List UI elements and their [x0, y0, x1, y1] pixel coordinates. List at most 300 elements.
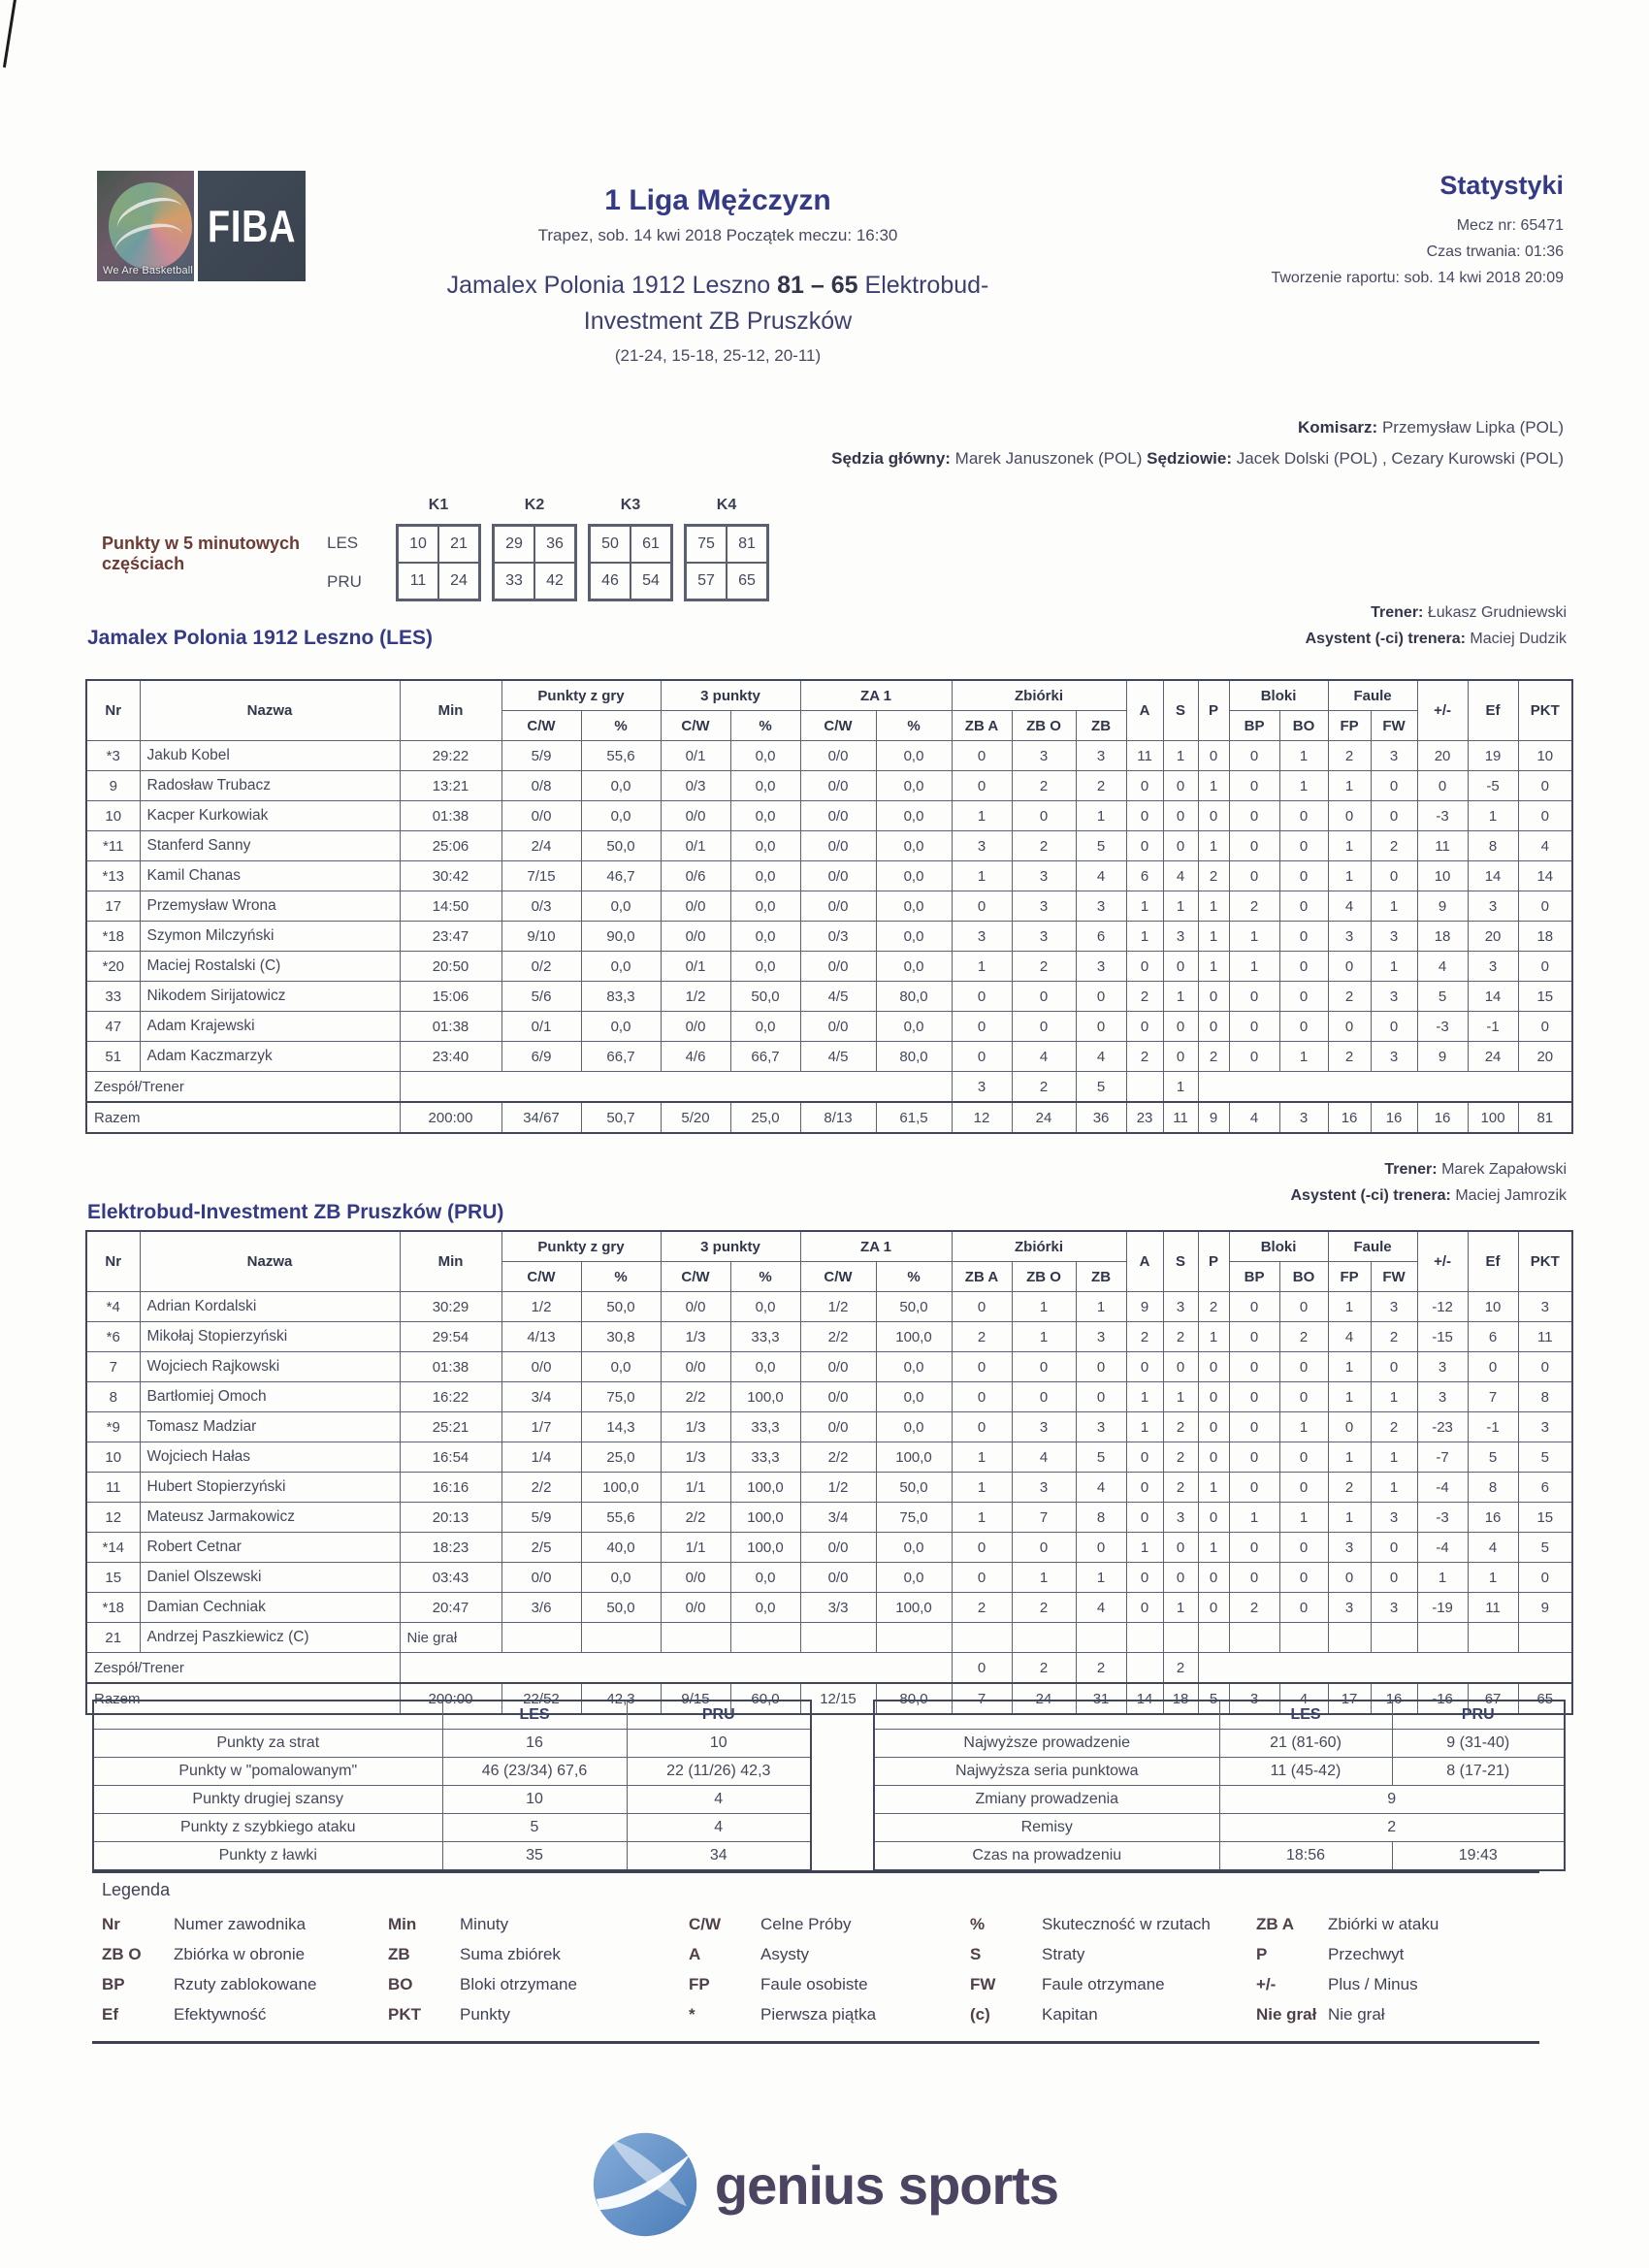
score-cell: 42: [534, 563, 575, 599]
pru-coach-block: [1290, 1156, 1567, 1209]
leads-summary-table: [873, 1700, 1566, 1871]
cell: 0: [1012, 1382, 1076, 1412]
cell: 0: [1012, 1533, 1076, 1563]
cell: 0: [1518, 801, 1572, 831]
legend-definition: Efektywność: [174, 2005, 267, 2024]
cell: -1: [1468, 1412, 1518, 1442]
col-group-fouls: Faule: [1328, 680, 1417, 711]
cell: 0,0: [876, 1563, 952, 1593]
cell: 0: [1163, 952, 1198, 982]
cell: 9: [1219, 1786, 1565, 1814]
cell: 1: [1198, 1473, 1229, 1503]
col-group-rebounds: Zbiórki: [952, 1231, 1126, 1262]
cell: 20:13: [400, 1503, 501, 1533]
cell: 14: [1518, 861, 1572, 891]
cell: 1: [1371, 1382, 1417, 1412]
cell: 0: [1126, 1473, 1163, 1503]
cell: 100,0: [730, 1533, 800, 1563]
cell: 0: [1371, 771, 1417, 801]
cell: 25:06: [400, 831, 501, 861]
cell: 0: [1012, 1352, 1076, 1382]
coach-name: Marek Zapałowski: [1441, 1161, 1567, 1178]
legend-item: [970, 1975, 1256, 2005]
cell: 0: [1126, 1593, 1163, 1623]
legend-item: [689, 1915, 970, 1945]
cell: 15: [1518, 982, 1572, 1012]
legend-definition: Celne Próby: [760, 1915, 852, 1933]
cell: 0: [1229, 1473, 1279, 1503]
cell: 0: [952, 1563, 1012, 1593]
les-column-header: LES: [1219, 1701, 1392, 1730]
commissioner-name: Przemysław Lipka (POL): [1381, 418, 1564, 437]
player-row: [86, 1593, 1572, 1623]
legend-title: Legenda: [102, 1880, 171, 1899]
cell: 0,0: [581, 771, 661, 801]
cell: 1/2: [661, 982, 730, 1012]
cell: 3: [1012, 1412, 1076, 1442]
col-header-cw: C/W: [661, 711, 730, 741]
stats-title: Statystyki: [1439, 171, 1564, 200]
cell: Adam Krajewski: [140, 1012, 400, 1042]
legend-definition: Rzuty zablokowane: [174, 1975, 317, 1993]
cell: 67: [1468, 1683, 1518, 1714]
cell: 4: [1076, 1042, 1126, 1072]
cell: 10: [442, 1786, 627, 1814]
assistant-label: Asystent (-ci) trenera:: [1290, 1187, 1451, 1204]
match-line: [359, 268, 1077, 340]
cell: 3/3: [800, 1593, 876, 1623]
cell: 0: [1371, 1533, 1417, 1563]
cell: 0/0: [800, 771, 876, 801]
cell: 0/1: [501, 1012, 581, 1042]
legend-item: [388, 1945, 689, 1975]
cell: 0: [1279, 982, 1328, 1012]
cell: 0: [1126, 1503, 1163, 1533]
col-header-points: PKT: [1518, 1231, 1572, 1292]
globe-icon: [109, 182, 192, 270]
cell: 0: [1229, 1382, 1279, 1412]
cell: Kacper Kurkowiak: [140, 801, 400, 831]
cell: 4: [1417, 952, 1468, 982]
cell: 16: [1417, 1102, 1468, 1133]
legend-definition: Asysty: [760, 1945, 810, 1963]
cell: 2: [1076, 771, 1126, 801]
cell: *18: [86, 1593, 140, 1623]
legend-term: Ef: [102, 2005, 118, 2024]
player-row: [86, 861, 1572, 891]
cell: 0: [1371, 1563, 1417, 1593]
summary-row: [93, 1842, 811, 1871]
cell: 25,0: [730, 1102, 800, 1133]
cell: 0: [1163, 831, 1198, 861]
assistant-name: Maciej Dudzik: [1470, 631, 1567, 647]
stats-table-header: [86, 680, 1572, 741]
player-row: [86, 771, 1572, 801]
cell: 0: [1198, 1352, 1229, 1382]
cell: 01:38: [400, 801, 501, 831]
cell: 5: [442, 1814, 627, 1842]
col-header-fw: FW: [1371, 711, 1417, 741]
cell: 5: [1076, 1442, 1126, 1473]
quarter-score-grid: [396, 524, 481, 601]
legend-item: [388, 1975, 689, 2005]
col-header-turnovers: S: [1163, 680, 1198, 741]
cell: [1126, 1623, 1163, 1653]
cell: 1: [1371, 952, 1417, 982]
cell: 1: [1328, 771, 1371, 801]
cell: 0: [1126, 1442, 1163, 1473]
cell: 11 (45-42): [1219, 1758, 1392, 1786]
cell: 30:29: [400, 1292, 501, 1322]
period-team-les: LES: [327, 534, 359, 552]
cell: 0: [1468, 1352, 1518, 1382]
player-row: [86, 922, 1572, 952]
cell: 16: [1371, 1683, 1417, 1714]
legend-definition: Plus / Minus: [1328, 1975, 1418, 1993]
cell: 50,0: [730, 982, 800, 1012]
team-row: [86, 1653, 1572, 1684]
legend-definition: Skuteczność w rzutach: [1042, 1915, 1211, 1933]
legend-definition: Nie grał: [1328, 2005, 1385, 2024]
legend-term: BP: [102, 1975, 125, 1993]
cell: [1328, 1623, 1371, 1653]
cell: 0: [952, 1042, 1012, 1072]
cell: 0: [1229, 1292, 1279, 1322]
legend-term: %: [970, 1915, 986, 1933]
cell: 22/52: [501, 1683, 581, 1714]
pru-stats-table: [85, 1230, 1573, 1715]
cell: 5: [1076, 1072, 1126, 1103]
col-header-nr: Nr: [86, 680, 140, 741]
cell: 2: [1126, 982, 1163, 1012]
cell: Tomasz Madziar: [140, 1412, 400, 1442]
cell: [1163, 1623, 1198, 1653]
cell: *18: [86, 922, 140, 952]
legend-term: C/W: [689, 1915, 722, 1933]
score-cell: 81: [727, 526, 767, 563]
cell: 0: [952, 891, 1012, 922]
cell: 3: [1468, 891, 1518, 922]
legend-item: [970, 1945, 1256, 1975]
cell: 0/0: [501, 801, 581, 831]
cell: 4: [1012, 1042, 1076, 1072]
col-header-cw: C/W: [501, 711, 581, 741]
cell: 0/6: [661, 861, 730, 891]
cell: 0: [1371, 1352, 1417, 1382]
cell: *20: [86, 952, 140, 982]
period-team-labels: [327, 497, 385, 601]
cell: 0: [1229, 801, 1279, 831]
cell: 0/0: [501, 1352, 581, 1382]
legend-item: [1256, 2005, 1537, 2035]
cell: 0: [1163, 771, 1198, 801]
cell: 16:16: [400, 1473, 501, 1503]
cell: 66,7: [730, 1042, 800, 1072]
umpires-label: Sędziowie:: [1147, 449, 1233, 468]
col-header-zba: ZB A: [952, 1262, 1012, 1292]
cell: 0/1: [661, 741, 730, 771]
cell: 2/2: [661, 1382, 730, 1412]
cell: [661, 1623, 730, 1653]
cell: 9: [86, 771, 140, 801]
cell: 3: [1076, 1322, 1126, 1352]
cell: 14: [1468, 861, 1518, 891]
cell: 21 (81-60): [1219, 1730, 1392, 1758]
player-row: [86, 1623, 1572, 1653]
cell: [730, 1623, 800, 1653]
cell: 1/7: [501, 1412, 581, 1442]
cell: 80,0: [876, 1683, 952, 1714]
cell: 3: [1328, 1593, 1371, 1623]
cell: 2: [1163, 1412, 1198, 1442]
cell: 5: [1468, 1442, 1518, 1473]
score-cell: 11: [398, 563, 438, 599]
legend-item: [102, 1915, 388, 1945]
cell: Mikołaj Stopierzyński: [140, 1322, 400, 1352]
col-header-bo: BO: [1279, 1262, 1328, 1292]
cell: 3: [1468, 952, 1518, 982]
score-cell: 21: [438, 526, 479, 563]
cell: [1371, 1623, 1417, 1653]
cell: 0/3: [661, 771, 730, 801]
cell: 1: [1076, 1563, 1126, 1593]
assistant-name: Maciej Jamrozik: [1455, 1187, 1567, 1204]
cell: 14:50: [400, 891, 501, 922]
cell: 4/6: [661, 1042, 730, 1072]
cell: 0/0: [800, 1412, 876, 1442]
les-assistant-line: [1306, 626, 1567, 652]
cell: 5: [1518, 1442, 1572, 1473]
cell: Jakub Kobel: [140, 741, 400, 771]
cell: 0,0: [730, 1563, 800, 1593]
cell: 50,0: [876, 1473, 952, 1503]
player-row: [86, 741, 1572, 771]
cell: Zespół/Trener: [86, 1653, 400, 1684]
cell: [1518, 1623, 1572, 1653]
footer-brand: [0, 2130, 1649, 2239]
cell: Hubert Stopierzyński: [140, 1473, 400, 1503]
cell: 9: [1417, 891, 1468, 922]
summary-row: [874, 1842, 1565, 1871]
cell: 0: [1328, 1412, 1371, 1442]
cell: 1/2: [800, 1473, 876, 1503]
cell: 25,0: [581, 1442, 661, 1473]
cell: 0,0: [581, 952, 661, 982]
col-group-rebounds: Zbiórki: [952, 680, 1126, 711]
empty-header: [93, 1701, 442, 1730]
referees-line: [831, 443, 1564, 474]
cell: 4/13: [501, 1322, 581, 1352]
cell: 1: [1279, 1503, 1328, 1533]
cell: 0: [952, 1352, 1012, 1382]
cell: 7: [952, 1683, 1012, 1714]
cell: [1279, 1623, 1328, 1653]
cell: 0: [1012, 801, 1076, 831]
cell: 3: [1012, 891, 1076, 922]
cell: 0/0: [661, 1012, 730, 1042]
cell: 50,0: [581, 831, 661, 861]
cell: Damian Cechniak: [140, 1593, 400, 1623]
cell: 0: [952, 1653, 1012, 1684]
col-header-min: Min: [400, 1231, 501, 1292]
col-header-pct: %: [581, 711, 661, 741]
cell: 0,0: [876, 861, 952, 891]
cell: 2: [1279, 1322, 1328, 1352]
cell: 1/3: [661, 1412, 730, 1442]
score-cell: 10: [398, 526, 438, 563]
player-row: [86, 1442, 1572, 1473]
cell: 1: [952, 952, 1012, 982]
quarter-header: K3: [620, 497, 641, 513]
cell: 0: [1518, 891, 1572, 922]
cell: [501, 1623, 581, 1653]
cell: 2: [1198, 1042, 1229, 1072]
cell: 0,0: [876, 831, 952, 861]
legend-term: BO: [388, 1975, 413, 1993]
col-header-bp: BP: [1229, 1262, 1279, 1292]
cell: 0,0: [876, 741, 952, 771]
legend-item: [1256, 1945, 1537, 1975]
legend-term: FP: [689, 1975, 710, 1993]
cell: 11: [1518, 1322, 1572, 1352]
cell: 1: [1328, 831, 1371, 861]
cell: 34/67: [501, 1102, 581, 1133]
cell: 1/4: [501, 1442, 581, 1473]
cell: 3: [1371, 1042, 1417, 1072]
cell: 3: [1371, 1503, 1417, 1533]
col-header-pct: %: [730, 711, 800, 741]
cell: 12: [952, 1102, 1012, 1133]
cell: 3: [952, 831, 1012, 861]
cell: 0/1: [661, 831, 730, 861]
cell: 50,7: [581, 1102, 661, 1133]
cell: 3: [1279, 1102, 1328, 1133]
cell: 4: [1328, 1322, 1371, 1352]
cell: 1: [1198, 1533, 1229, 1563]
cell: 0/0: [800, 1352, 876, 1382]
stats-table-header: [86, 1231, 1572, 1292]
cell: 61,5: [876, 1102, 952, 1133]
cell: 2: [952, 1322, 1012, 1352]
cell: -16: [1417, 1683, 1468, 1714]
cell: 3: [1229, 1683, 1279, 1714]
cell: 0: [1279, 1533, 1328, 1563]
genius-sports-wordmark: genius sports: [714, 2154, 1059, 2216]
cell: 33,3: [730, 1322, 800, 1352]
legend-term: ZB O: [102, 1945, 142, 1963]
cell: 1: [1328, 1503, 1371, 1533]
cell: 0: [1328, 1563, 1371, 1593]
cell: 1: [1198, 891, 1229, 922]
cell: 1: [1279, 1042, 1328, 1072]
cell: 66,7: [581, 1042, 661, 1072]
report-created: Tworzenie raportu: sob. 14 kwi 2018 20:09: [1271, 270, 1564, 286]
cell: 3: [1076, 891, 1126, 922]
coach-name: Łukasz Grudniewski: [1427, 604, 1567, 621]
col-header-nr: Nr: [86, 1231, 140, 1292]
cell: 12: [86, 1503, 140, 1533]
cell: Zespół/Trener: [86, 1072, 400, 1103]
cell: *6: [86, 1322, 140, 1352]
cell: [1229, 1623, 1279, 1653]
cell: 0,0: [730, 801, 800, 831]
legend-term: FW: [970, 1975, 996, 1993]
col-header-plusminus: +/-: [1417, 680, 1468, 741]
cell: 0/0: [800, 1382, 876, 1412]
cell: 7: [86, 1352, 140, 1382]
cell: 16: [1371, 1102, 1417, 1133]
cell: 0: [1328, 952, 1371, 982]
cell: 1: [1126, 922, 1163, 952]
cell: 0: [1279, 1352, 1328, 1382]
cell: 0,0: [876, 891, 952, 922]
col-header-bp: BP: [1229, 711, 1279, 741]
cell: 0: [1229, 1352, 1279, 1382]
cell: 2: [952, 1593, 1012, 1623]
cell: 2: [1126, 1322, 1163, 1352]
cell: 21: [86, 1623, 140, 1653]
cell: 46,7: [581, 861, 661, 891]
col-header-turnovers: S: [1163, 1231, 1198, 1292]
cell: 1: [1371, 1442, 1417, 1473]
cell: Bartłomiej Omoch: [140, 1382, 400, 1412]
cell: 5: [1417, 982, 1468, 1012]
cell: 0: [1126, 771, 1163, 801]
col-header-steals: P: [1198, 680, 1229, 741]
player-row: [86, 982, 1572, 1012]
cell: 0: [1518, 1563, 1572, 1593]
cell: 17: [1328, 1683, 1371, 1714]
cell: 3: [1417, 1352, 1468, 1382]
cell: 5/20: [661, 1102, 730, 1133]
cell: 35: [442, 1842, 627, 1871]
cell: 5: [1076, 831, 1126, 861]
cell: 0: [1279, 952, 1328, 982]
legend-term: ZB A: [1256, 1915, 1295, 1933]
cell: 0: [1076, 1533, 1126, 1563]
cell: 3: [1371, 982, 1417, 1012]
cell: 1: [952, 1442, 1012, 1473]
cell: 24: [1468, 1042, 1518, 1072]
cell: 3: [952, 1072, 1012, 1103]
cell: 0,0: [876, 1012, 952, 1042]
cell: 10: [86, 1442, 140, 1473]
cell: Wojciech Rajkowski: [140, 1352, 400, 1382]
cell: *9: [86, 1412, 140, 1442]
cell: 12/15: [800, 1683, 876, 1714]
cell: 3: [1012, 861, 1076, 891]
cell: 0: [1229, 1322, 1279, 1352]
score-cell: 75: [686, 526, 727, 563]
cell: 0: [1126, 831, 1163, 861]
match-number: Mecz nr: 65471: [1456, 217, 1564, 234]
cell: 9 (31-40): [1392, 1730, 1565, 1758]
cell: 1: [1198, 952, 1229, 982]
cell: 4: [1076, 1473, 1126, 1503]
cell: 2: [1126, 1042, 1163, 1072]
cell: 14,3: [581, 1412, 661, 1442]
cell: Szymon Milczyński: [140, 922, 400, 952]
cell: 51: [86, 1042, 140, 1072]
divider-line: [92, 2041, 1539, 2044]
cell: 0: [1163, 1563, 1198, 1593]
cell: 1: [1198, 771, 1229, 801]
legend-definition: Numer zawodnika: [174, 1915, 307, 1933]
pru-team-title: Elektrobud-Investment ZB Pruszków (PRU): [87, 1201, 504, 1223]
cell: 30,8: [581, 1322, 661, 1352]
cell: 0: [1198, 741, 1229, 771]
col-header-zb: ZB: [1076, 711, 1126, 741]
